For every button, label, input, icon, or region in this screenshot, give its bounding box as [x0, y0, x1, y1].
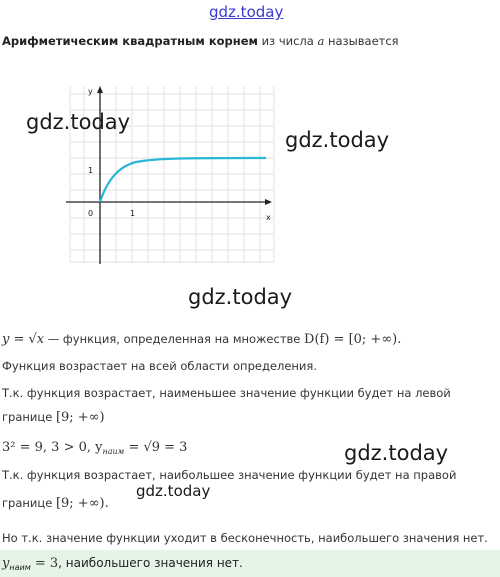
min-boundary-text: границе [2, 410, 56, 424]
y-axis-arrow [97, 86, 103, 93]
max-boundary-text: границе [2, 496, 56, 510]
x-tick-label: 1 [130, 209, 136, 218]
function-definition [2, 332, 401, 347]
answer-box [0, 550, 500, 577]
function-definition-text: — функция, определенная на множестве [44, 332, 305, 346]
definition-term: Арифметическим квадратным корнем [2, 34, 258, 48]
answer-line [2, 556, 243, 572]
definition-text: из числа [257, 34, 318, 48]
max-boundary-interval: [9; +∞). [55, 496, 109, 511]
function-formula: y = √x [2, 332, 45, 347]
increasing-statement: Функция возрастает на всей области определения. [2, 359, 317, 373]
answer-text: , наибольшего значения нет. [58, 556, 243, 570]
min-calc-subscript: наим [102, 447, 125, 456]
x-axis-arrow [265, 199, 272, 205]
definition-intro [2, 34, 399, 48]
function-domain: D(f) = [0; +∞). [304, 332, 402, 347]
max-reasoning-line-1: Т.к. функция возрастает, наибольшее значение функции будет на правой [2, 468, 457, 482]
answer-subscript: наим [9, 563, 31, 572]
y-axis-label: y [88, 87, 93, 96]
answer-y: y [2, 556, 10, 571]
min-reasoning-line-2 [2, 410, 105, 425]
definition-tail: называется [324, 34, 399, 48]
watermark-4: gdz.today [344, 441, 449, 465]
min-calc-main: 3² = 9, 3 > 0, y [2, 440, 103, 455]
sqrt-graph [58, 78, 288, 268]
watermark-5: gdz.today [136, 482, 211, 500]
min-calc-result: = √9 = 3 [124, 440, 188, 455]
min-calculation [2, 440, 187, 456]
sqrt-curve [100, 158, 266, 202]
origin-label: 0 [88, 209, 94, 218]
max-reasoning-line-2 [2, 496, 109, 511]
min-reasoning-line-1: Т.к. функция возрастает, наименьшее значение функции будет на левой [2, 386, 451, 400]
no-maximum-statement: Но т.к. значение функции уходит в бесконечность, наибольшего значения нет. [2, 531, 488, 545]
watermark-top-link[interactable]: gdz.today [209, 3, 284, 21]
x-axis-label: x [266, 213, 271, 222]
watermark-2: gdz.today [285, 128, 390, 152]
watermark-3: gdz.today [188, 285, 293, 309]
min-boundary-interval: [9; +∞) [55, 410, 105, 425]
y-tick-label: 1 [88, 166, 94, 175]
variable-a: a [317, 34, 325, 48]
watermark-1: gdz.today [26, 110, 131, 134]
answer-value: = 3 [30, 556, 59, 571]
